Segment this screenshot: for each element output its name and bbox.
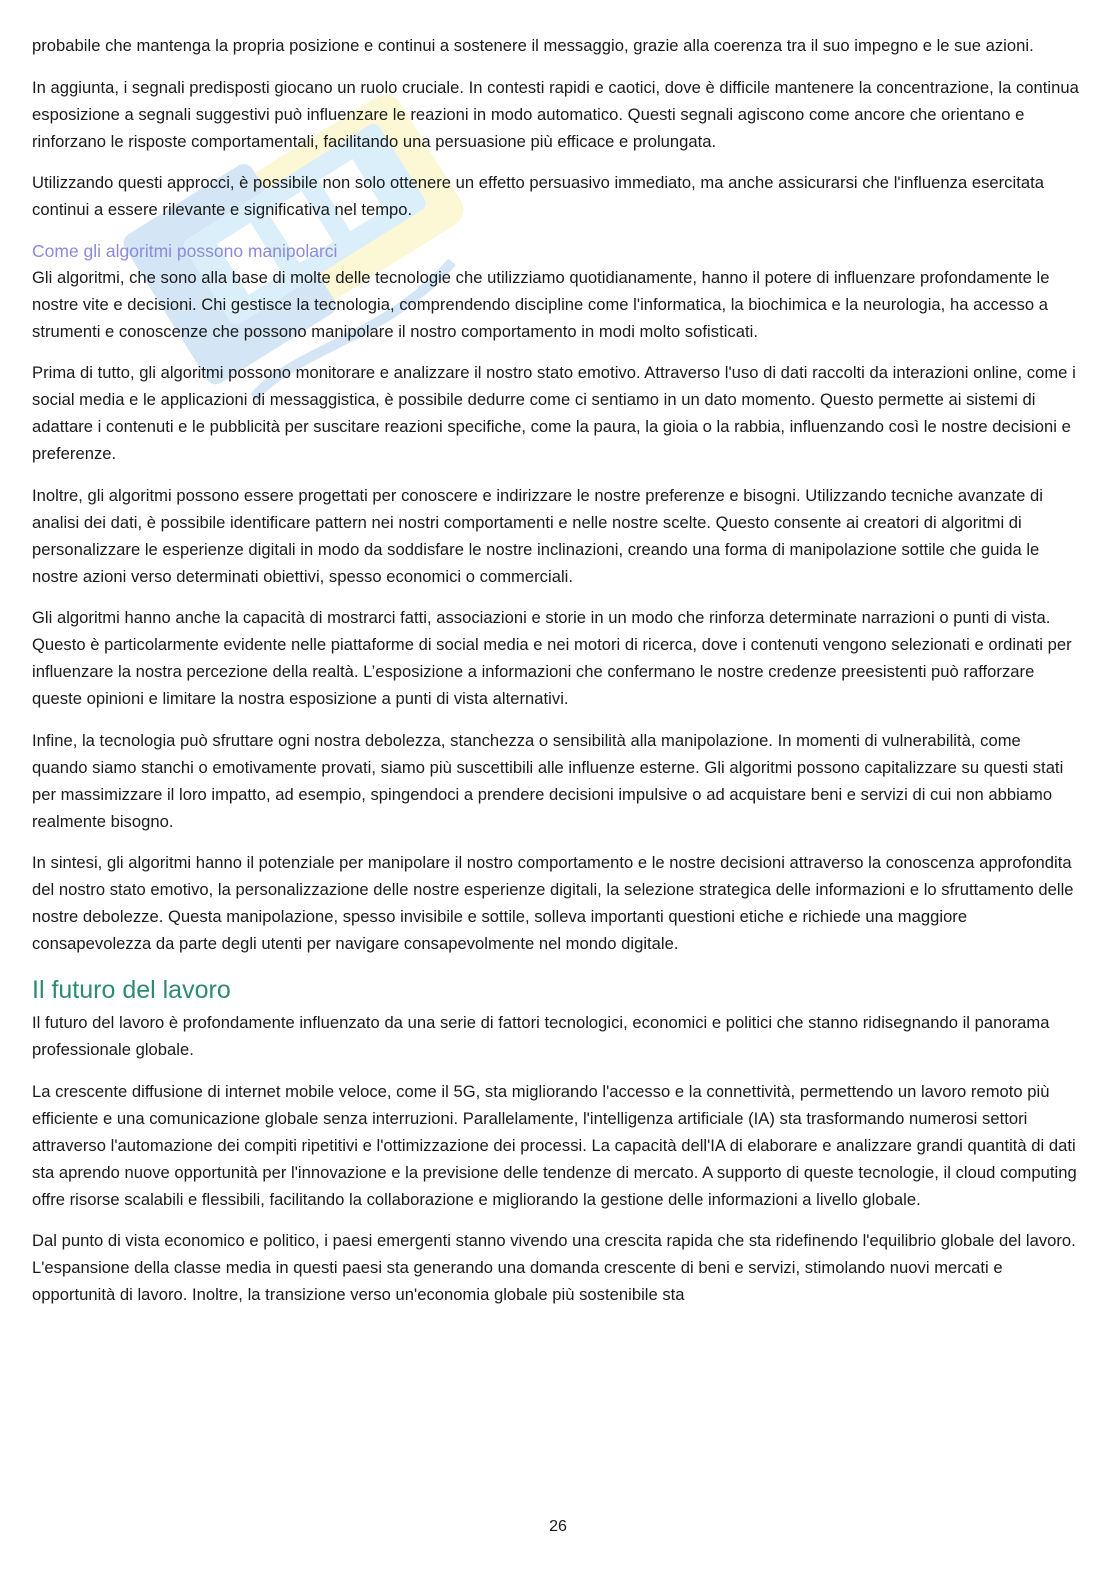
document-page	[32, 32, 1080, 1323]
page-number: 26	[549, 1518, 567, 1535]
paragraph: probabile che mantenga la propria posizione e continui a sostenere il messaggio, grazie alla coerenza tra il suo impegno e le sue azioni.	[32, 36, 1034, 55]
paragraph: La crescente diffusione di internet mobile veloce, come il 5G, sta migliorando l'accesso e la connettività, permettendo un lavoro remoto più efficiente e una comunicazione globale senza interruzioni. Parallelamente, l'intelligenza artificiale (IA) sta trasformando numerosi settori attraverso l'automazione dei compiti ripetitivi e l'ottimizzazione dei processi. La capacità dell'IA di elaborare e analizzare grandi quantità di dati sta aprendo nuove opportunità per l'innovazione e la previsione delle tendenze di mercato. A supporto di queste tecnologie, il cloud computing offre risorse scalabili e flessibili, facilitando la collaborazione e migliorando la gestione delle informazioni a livello globale.	[32, 1081, 1077, 1209]
section-heading: Il futuro del lavoro	[32, 976, 231, 1004]
paragraph: In sintesi, gli algoritmi hanno il potenziale per manipolare il nostro comportamento e le nostre decisioni attraverso la conoscenza approfondita del nostro stato emotivo, la personalizzazione delle nostre esperienze digitali, la selezione strategica delle informazioni e lo sfruttamento delle nostre debolezze. Questa manipolazione, spesso invisibile e sottile, solleva importanti questioni etiche e richiede una maggiore consapevolezza da parte degli utenti per navigare consapevolmente nel mondo digitale.	[32, 853, 1074, 953]
section-subheading: Come gli algoritmi possono manipolarci	[32, 240, 338, 261]
paragraph: Prima di tutto, gli algoritmi possono monitorare e analizzare il nostro stato emotivo. Attraverso l'uso di dati raccolti da interazioni online, come i social media e le applicazioni di messaggistica, è possibile dedurre come ci sentiamo in un dato momento. Questo permette ai sistemi di adattare i contenuti e le pubblicità per suscitare reazioni specifiche, come la paura, la gioia o la rabbia, influenzando così le nostre decisioni e preferenze.	[32, 363, 1076, 463]
paragraph: Utilizzando questi approcci, è possibile non solo ottenere un effetto persuasivo immediato, ma anche assicurarsi che l'influenza esercitata continui a essere rilevante e significativa nel tempo.	[32, 173, 1044, 219]
paragraph: Il futuro del lavoro è profondamente influenzato da una serie di fattori tecnologici, economici e politici che stanno ridisegnando il panorama professionale globale.	[32, 1013, 1050, 1059]
paragraph: Infine, la tecnologia può sfruttare ogni nostra debolezza, stanchezza o sensibilità alla manipolazione. In momenti di vulnerabilità, come quando siamo stanchi o emotivamente provati, siamo più suscettibili alle influenze esterne. Gli algoritmi possono capitalizzare su questi stati per massimizzare il loro impatto, ad esempio, spingendoci a prendere decisioni impulsive o ad acquistare beni e servizi di cui non abbiamo realmente bisogno.	[32, 730, 1064, 831]
paragraph: Dal punto di vista economico e politico, i paesi emergenti stanno vivendo una crescita rapida che sta ridefinendo l'equilibrio globale del lavoro. L'espansione della classe media in questi paesi sta generando una domanda crescente di beni e servizi, stimolando nuovi mercati e opportunità di lavoro. Inoltre, la transizione verso un'economia globale più sostenibile sta	[32, 1231, 1076, 1304]
paragraph: In aggiunta, i segnali predisposti giocano un ruolo cruciale. In contesti rapidi e caotici, dove è difficile mantenere la concentrazione, la continua esposizione a segnali suggestivi può influenzare le reazioni in modo automatico. Questi segnali agiscono come ancore che orientano e rinforzano le risposte comportamentali, facilitando una persuasione più efficace e prolungata.	[32, 77, 1079, 151]
paragraph: Inoltre, gli algoritmi possono essere progettati per conoscere e indirizzare le nostre preferenze e bisogni. Utilizzando tecniche avanzate di analisi dei dati, è possibile identificare pattern nei nostri comportamenti e nelle nostre scelte. Questo consente ai creatori di algoritmi di personalizzare le esperienze digitali in modo da soddisfare le nostre inclinazioni, creando una forma di manipolazione sottile che guida le nostre azioni verso determinati obiettivi, spesso economici o commerciali.	[32, 485, 1043, 586]
paragraph: Gli algoritmi hanno anche la capacità di mostrarci fatti, associazioni e storie in un modo che rinforza determinate narrazioni o punti di vista. Questo è particolarmente evidente nelle piattaforme di social media e nei motori di ricerca, dove i contenuti vengono selezionati e ordinati per influenzare la nostra percezione della realtà. L’esposizione a informazioni che confermano le nostre credenze preesistenti può rafforzare queste opinioni e limitare la nostra esposizione a punti di vista alternativi.	[32, 608, 1072, 708]
paragraph: Gli algoritmi, che sono alla base di molte delle tecnologie che utilizziamo quotidianamente, hanno il potere di influenzare profondamente le nostre vite e decisioni. Chi gestisce la tecnologia, comprendendo discipline come l'informatica, la biochimica e la neurologia, ha accesso a strumenti e conoscenze che possono manipolare il nostro comportamento in modi molto sofisticati.	[32, 267, 1050, 341]
